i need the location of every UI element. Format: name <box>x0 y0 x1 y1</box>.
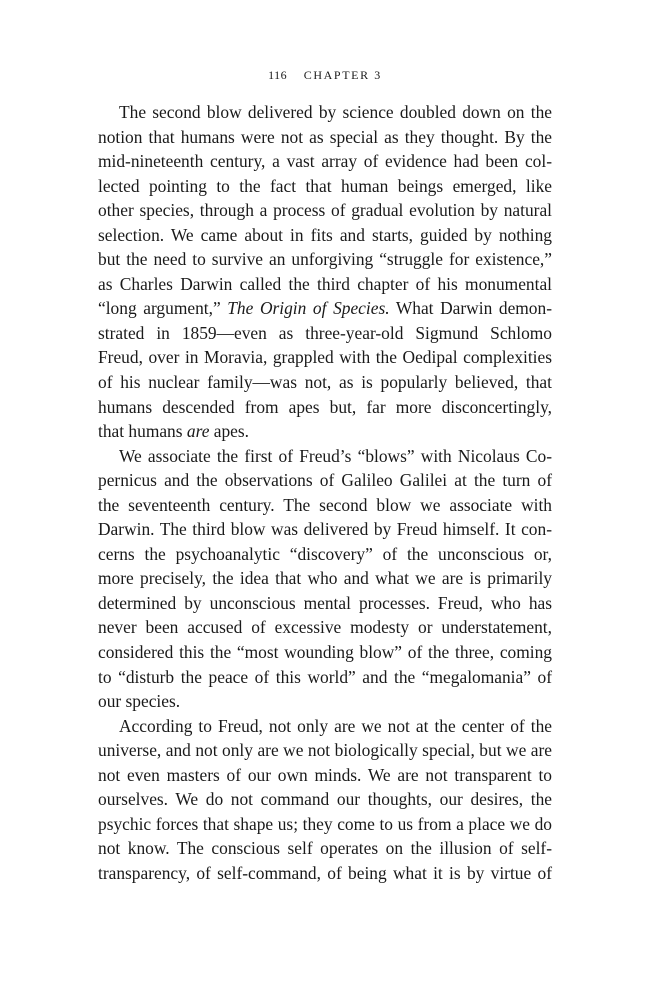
text-line: humans descended from apes but, far more disconcertingly, <box>98 396 552 417</box>
text-line: Darwin. The third blow was delivered by Freud himself. It con- <box>98 519 552 540</box>
text-line: universe, and not only are we not biologically special, but we are <box>98 740 552 761</box>
text-line <box>98 296 552 321</box>
text-segment: What Darwin demon- <box>389 298 552 319</box>
text-line: strated in 1859—even as three-year-old Sigmund Schlomo <box>98 322 552 343</box>
text-line: other species, through a process of gradual evolution by natural <box>98 200 552 221</box>
body-text <box>98 100 552 886</box>
text-line: to “disturb the peace of this world” and the “megalomania” of <box>98 666 552 687</box>
text-line: never been accused of excessive modesty or understatement, <box>98 617 552 638</box>
text-line <box>98 419 552 444</box>
text-line: Freud, over in Moravia, grappled with the Oedipal complexities <box>98 347 552 368</box>
chapter-label: CHAPTER 3 <box>303 68 382 82</box>
text-line: not know. The conscious self operates on the illusion of self- <box>98 838 552 859</box>
text-line: ourselves. We do not command our thoughts, our desires, the <box>98 789 552 810</box>
text-line: mid-nineteenth century, a vast array of evidence had been col- <box>98 151 552 172</box>
text-line: not even masters of our own minds. We are not transparent to <box>98 764 552 785</box>
text-line: cerns the psychoanalytic “discovery” of the unconscious or, <box>98 543 552 564</box>
text-line: lected pointing to the fact that human beings emerged, like <box>98 175 552 196</box>
text-segment: that humans <box>98 421 187 442</box>
italic-text: are <box>186 421 210 442</box>
text-line: but the need to survive an unforgiving “struggle for existence,” <box>98 249 552 270</box>
text-line: considered this the “most wounding blow” of the three, coming <box>98 642 552 663</box>
text-line: our species. <box>98 691 181 712</box>
text-line: The second blow delivered by science doubled down on the <box>119 102 552 122</box>
text-line: psychic forces that shape us; they come to us from a place we do <box>98 813 552 834</box>
text-segment: apes. <box>209 421 250 442</box>
running-head <box>0 67 650 83</box>
text-line: We associate the first of Freud’s “blows” with Nicolaus Co- <box>119 445 552 466</box>
text-line: the seventeenth century. The second blow we associate with <box>98 494 552 515</box>
text-line: pernicus and the observations of Galileo Galilei at the turn of <box>98 470 552 491</box>
text-line: determined by unconscious mental processes. Freud, who has <box>98 592 552 613</box>
text-segment: “long argument,” <box>98 298 228 319</box>
text-line: as Charles Darwin called the third chapter of his monumental <box>98 273 552 294</box>
text-line: of his nuclear family—was not, as is popularly believed, that <box>98 372 552 393</box>
page-number: 116 <box>268 68 288 82</box>
text-line: selection. We came about in fits and starts, guided by nothing <box>98 224 552 245</box>
text-line: notion that humans were not as special as they thought. By the <box>98 126 552 147</box>
text-line: more precisely, the idea that who and what we are is primarily <box>98 568 552 589</box>
text-line: transparency, of self-command, of being what it is by virtue of <box>98 862 552 883</box>
italic-text: The Origin of Species. <box>227 298 390 319</box>
text-line: According to Freud, not only are we not at the center of the <box>119 715 552 736</box>
